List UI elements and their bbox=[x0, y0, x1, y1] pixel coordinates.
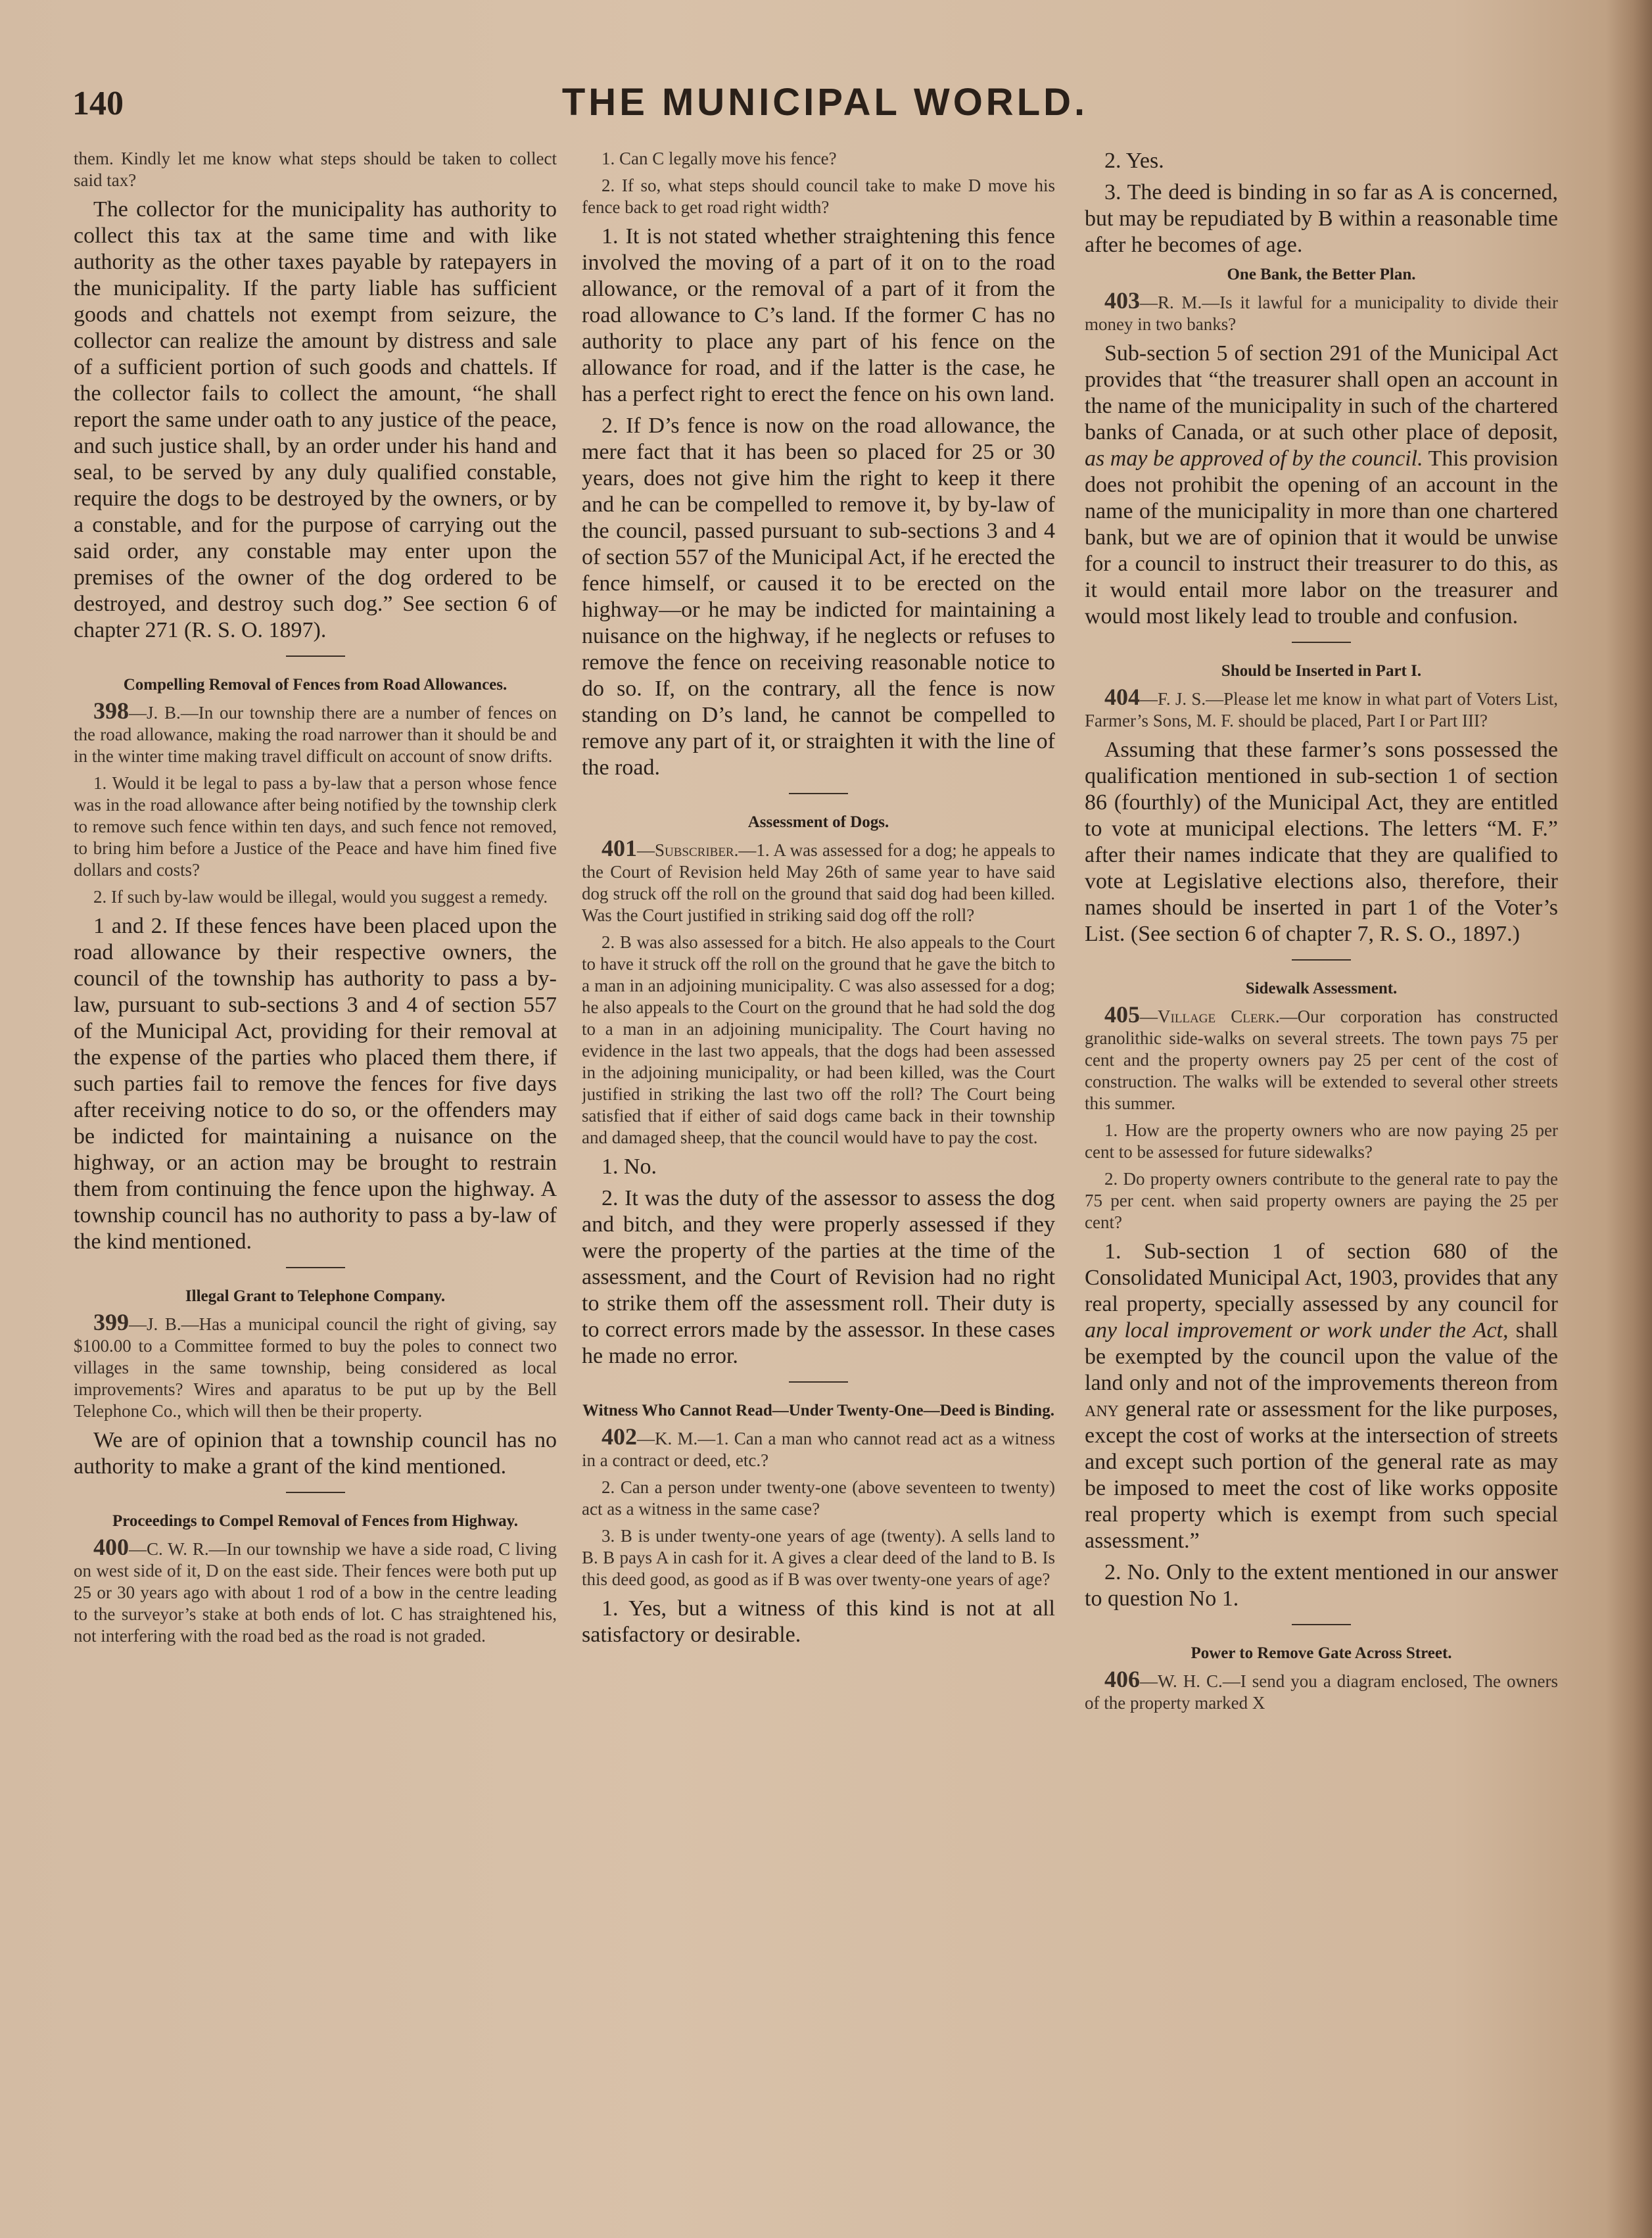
answer-403 bbox=[1085, 341, 1558, 630]
question-402-part-3: 3. B is under twenty-one years of age (twenty). A sells land to B. B pays A in cash for it. A gives a clear deed of the land to B. Is this deed good, as good as if B was over twenty-one years of age? bbox=[582, 1526, 1055, 1589]
correspondent-name: —Subscriber. bbox=[637, 840, 739, 860]
divider bbox=[1292, 1624, 1351, 1625]
question-text: —J. B.—Has a municipal council the right of giving, say $100.00 to a Committee formed to buy the poles to connect two villages in the same township, being considered as local improvements? Wires and aparatus to be put up by the Bell Telephone Co., which will then be their property. bbox=[74, 1314, 557, 1421]
question-number: 399 bbox=[93, 1309, 129, 1335]
question-405-part-2: 2. Do property owners contribute to the general rate to pay the 75 per cent. when said property owners are paying the 25 per cent? bbox=[1085, 1169, 1558, 1232]
page-number: 140 bbox=[72, 85, 124, 122]
answer-text: 1. Sub-section 1 of section 680 of the Consolidated Municipal Act, 1903, provides that any real property, specially assessed by any council for bbox=[1085, 1239, 1558, 1316]
question-text: them. Kindly let me know what steps should be taken to collect said tax? bbox=[74, 149, 557, 190]
page-header bbox=[72, 81, 1578, 137]
section-heading-403: One Bank, the Better Plan. bbox=[1227, 266, 1416, 283]
answer-402-part-1: 1. Yes, but a witness of this kind is not at all satisfactory or desirable. bbox=[582, 1596, 1055, 1647]
divider bbox=[1292, 959, 1351, 961]
answer-emphasis: as may be approved of by the council. bbox=[1085, 446, 1423, 471]
answer-text: shall be exempted by the council upon the value of the land only and not of the improvements thereon from bbox=[1085, 1318, 1558, 1395]
question-401 bbox=[582, 835, 1055, 926]
question-number: 401 bbox=[602, 835, 637, 861]
correspondent-name: —Village Clerk. bbox=[1140, 1007, 1280, 1026]
question-number: 398 bbox=[93, 698, 129, 724]
question-number: 400 bbox=[93, 1534, 129, 1560]
question-398-part-2: 2. If such by-law would be illegal, would you suggest a remedy. bbox=[93, 887, 548, 907]
question-398 bbox=[74, 700, 557, 767]
question-text: —R. M.—Is it lawful for a municipality to divide their money in two banks? bbox=[1085, 293, 1558, 334]
question-399 bbox=[74, 1309, 557, 1422]
question-401-part-2: 2. B was also assessed for a bitch. He also appeals to the Court to have it struck off the roll on the ground that he gave the bitch to a man in an adjoining municipality. C was also assessed for a dog; he also appeals to the Court on the ground that he had sold the dog to a man in an adjoining municipality. The Court having no evidence in the last two appeals, that the dogs had been assessed in the adjoining municipality, or had been killed, was the Court justified in striking the last two off the roll? The Court being satisfied that if either of said dogs came back in their township and damaged sheep, that the council would have to pay the cost. bbox=[582, 932, 1055, 1147]
question-number: 403 bbox=[1104, 287, 1140, 314]
question-text: —K. M.—1. Can a man who cannot read act as a witness in a contract or deed, etc.? bbox=[582, 1429, 1055, 1470]
question-number: 405 bbox=[1104, 1001, 1140, 1028]
question-406 bbox=[1085, 1666, 1558, 1714]
answer-405-part-1 bbox=[1085, 1239, 1558, 1554]
answer-401-part-2: 2. It was the duty of the assessor to assess the dog and bitch, and they were properly assessed if they were the property of the parties at the time of the assessment, and the Court of Revision had no right to strike them off the assessment roll. Their duty is to correct errors made by the assessor. In these cases he made no error. bbox=[582, 1186, 1055, 1368]
question-number: 406 bbox=[1104, 1666, 1140, 1692]
column-1 bbox=[74, 148, 557, 2199]
question-405-part-1: 1. How are the property owners who are now paying 25 per cent to be assessed for future sidewalks? bbox=[1085, 1120, 1558, 1162]
page-edge-shadow bbox=[1606, 0, 1652, 2238]
answer-402-part-2: 2. Yes. bbox=[1104, 149, 1164, 173]
answer-text: Sub-section 5 of section 291 of the Municipal Act provides that “the treasurer shall open an account in the name of the municipality in such of the chartered banks of Canada, or at such other place of deposit, bbox=[1085, 341, 1558, 444]
question-400-part-1: 1. Can C legally move his fence? bbox=[602, 149, 837, 168]
divider bbox=[789, 793, 848, 794]
question-402-part-2: 2. Can a person under twenty-one (above seventeen to twenty) act as a witness in the same case? bbox=[582, 1477, 1055, 1519]
section-heading-398: Compelling Removal of Fences from Road Allowances. bbox=[123, 676, 507, 694]
question-text: —1. A was assessed for a dog; he appeals to the Court of Revision held May 26th of same year to have said dog struck off the roll on the ground that said dog had been killed. Was the Court justified in striking said dog off the roll? bbox=[582, 840, 1055, 925]
answer-401-part-1: 1. No. bbox=[602, 1155, 657, 1179]
question-403 bbox=[1085, 287, 1558, 335]
section-heading-404: Should be Inserted in Part I. bbox=[1221, 662, 1422, 680]
divider bbox=[789, 1381, 848, 1383]
question-text: —F. J. S.—Please let me know in what part of Voters List, Farmer’s Sons, M. F. should be placed, Part I or Part III? bbox=[1085, 689, 1558, 730]
answer-402-part-3: 3. The deed is binding in so far as A is concerned, but may be repudiated by B within a reasonable time after he becomes of age. bbox=[1085, 180, 1558, 257]
answer-emphasis: any bbox=[1085, 1397, 1119, 1421]
answer-404: Assuming that these farmer’s sons possessed the qualification mentioned in sub-section 1 of section 86 (fourthly) of the Municipal Act, they are entitled to vote at municipal elections. The letters “M. F.” after their names indicate that they are qualified to vote at Legislative elections also, therefore, their names should be inserted in part 1 of the Voter’s List. (See section 6 of chapter 7, R. S. O., 1897.) bbox=[1085, 738, 1558, 946]
masthead-title: THE MUNICIPAL WORLD. bbox=[561, 81, 1089, 124]
divider bbox=[1292, 642, 1351, 643]
question-404 bbox=[1085, 686, 1558, 732]
question-405 bbox=[1085, 1001, 1558, 1114]
question-400 bbox=[74, 1536, 557, 1647]
section-heading-406: Power to Remove Gate Across Street. bbox=[1191, 1644, 1452, 1662]
section-heading-402: Witness Who Cannot Read—Under Twenty-One—Deed is Binding. bbox=[582, 1402, 1054, 1419]
column-3 bbox=[1085, 148, 1558, 2173]
section-heading-399: Illegal Grant to Telephone Company. bbox=[185, 1287, 446, 1305]
answer-398: 1 and 2. If these fences have been placed upon the road allowance by their respective owners, the council of the township has authority to pass a by-law, pursuant to sub-sections 3 and 4 of section 557 of the Municipal Act, providing for their removal at the expense of the parties who placed them there, if such parties fail to remove the fences for five days after receiving notice to do so, or the offenders may be indicted for maintaining a nuisance on the highway, or an action may be brought to restrain them from continuing the fence upon the highway. A township council has no authority to pass a by-law of the kind mentioned. bbox=[74, 914, 557, 1254]
question-402 bbox=[582, 1423, 1055, 1471]
column-2 bbox=[582, 148, 1055, 2173]
divider bbox=[286, 1492, 345, 1493]
answer-405-part-2: 2. No. Only to the extent mentioned in our answer to question No 1. bbox=[1085, 1560, 1558, 1611]
answer-399: We are of opinion that a township council has no authority to make a grant of the kind mentioned. bbox=[74, 1428, 557, 1479]
question-400-part-2: 2. If so, what steps should council take to make D move his fence back to get road right width? bbox=[582, 176, 1055, 217]
question-text: —Our corporation has constructed granolithic side-walks on several streets. The town pays 75 per cent and the property owners pay 25 per cent of the cost of construction. The walks will be extended to several other streets this summer. bbox=[1085, 1007, 1558, 1113]
question-number: 404 bbox=[1104, 684, 1140, 710]
divider bbox=[286, 655, 345, 657]
question-text: —W. H. C.—I send you a diagram enclosed, The owners of the property marked X bbox=[1085, 1671, 1558, 1713]
answer-text: This provision does not prohibit the opening of an account in the name of the municipality in more than one chartered bank, but we are of opinion that it would be unwise for a council to instruct their treasurer to do this, as it would entail more labor on the treasurer and would most likely lead to trouble and confusion. bbox=[1085, 446, 1558, 629]
answer-400-part-1: 1. It is not stated whether straightening this fence involved the moving of a part of it on to the road allowance, or the removal of a part of it from the road allowance to C’s land. If the former C has no authority to place any part of his fence on the allowance for road, and if the latter is the case, he has a perfect right to erect the fence on his own land. bbox=[582, 224, 1055, 406]
question-text: —C. W. R.—In our township we have a side road, C living on west side of it, D on the east side. Their fences were both put up 25 or 30 years ago with about 1 rod of a bow in the centre leading to the surveyor’s stake at both ends of lot. C has straightened his, not interfering with the road bed as the road is not graded. bbox=[74, 1539, 557, 1646]
section-heading-400: Proceedings to Compel Removal of Fences from Highway. bbox=[112, 1512, 519, 1530]
divider bbox=[286, 1267, 345, 1268]
answer-text: general rate or assessment for the like purposes, except the cost of works at the intersection of streets and except such portion of the general rate as may be imposed to meet the cost of like works opposite real property which is exempt from such special assessment.” bbox=[1085, 1397, 1558, 1553]
question-number: 402 bbox=[602, 1423, 637, 1450]
section-heading-401: Assessment of Dogs. bbox=[747, 813, 889, 831]
question-text: —J. B.—In our township there are a number of fences on the road allowance, making the road narrower than it should be and in the winter time making travel difficult on account of snow drifts. bbox=[74, 703, 557, 766]
answer-text: The collector for the municipality has authority to collect this tax at the same time and with like authority as the other taxes payable by ratepayers in the municipality. If the party liable has sufficient goods and chattels not exempt from seizure, the collector can realize the amount by distress and sale of a sufficient portion of such goods and chattels. If the collector fails to collect the amount, “he shall report the same under oath to any justice of the peace, and such justice shall, by an order under his hand and seal, to be served by any duly qualified constable, require the dogs to be destroyed by the owners, or by a constable, and for the purpose of carrying out the said order, any constable may enter upon the premises of the owner of the dog ordered to be destroyed, and destroy such dog.” See section 6 of chapter 271 (R. S. O. 1897). bbox=[74, 197, 557, 642]
answer-400-part-2: 2. If D’s fence is now on the road allowance, the mere fact that it has been so placed for 25 or 30 years, does not give him the right to keep it there and he can be compelled to remove it, by by-law of the council, passed pursuant to sub-sections 3 and 4 of section 557 of the Municipal Act, if he erected the fence himself, or caused it to be erected on the highway—or he may be indicted for maintaining a nuisance on the highway, if he neglects or refuses to remove the fence on receiving reasonable notice to do so. If, on the contrary, all the fence is now standing on D’s land, he cannot be compelled to remove any part of it, or straighten it with the line of the road. bbox=[582, 414, 1055, 780]
question-398-part-1: 1. Would it be legal to pass a by-law that a person whose fence was in the road allowance after being notified by the township clerk to remove such fence within ten days, and such fence not removed, to bring him before a Justice of the Peace and have him fined five dollars and costs? bbox=[74, 773, 557, 880]
answer-emphasis: any local improvement or work under the Act, bbox=[1085, 1318, 1509, 1343]
section-heading-405: Sidewalk Assessment. bbox=[1245, 980, 1398, 997]
